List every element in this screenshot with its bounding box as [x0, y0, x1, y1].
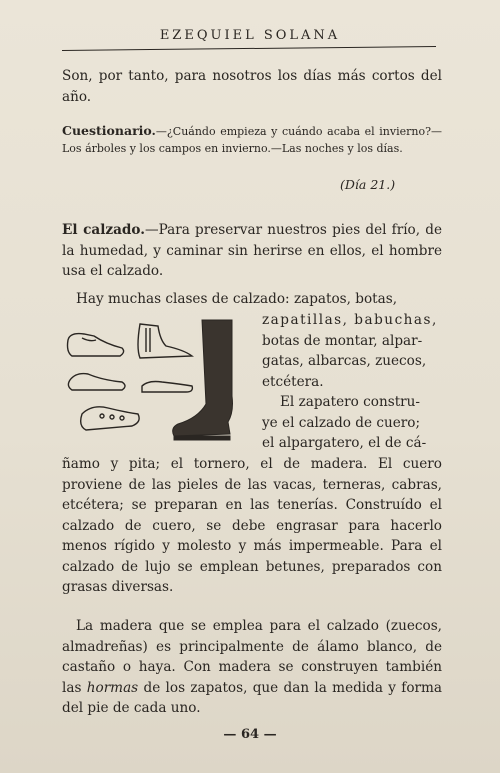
section-intro-paragraph [62, 220, 442, 282]
header-rule [62, 46, 436, 51]
para3-text-a: La madera que se emplea para el calzado (zuecos, almadreñas) es principalmente de álamo blanco, de castaño o haya. Con madera se construyen también las [62, 618, 442, 696]
section-para2-lead: Hay muchas clases de calzado: zapatos, botas, [76, 291, 398, 307]
page-number: — 64 — [223, 727, 277, 742]
day-reference: (Día 21.) [340, 177, 396, 192]
section-title: El calzado. [62, 222, 145, 238]
text-wrap-column [262, 310, 442, 454]
questionnaire [62, 122, 442, 157]
wrap-line: zapatillas, babuchas, [262, 312, 438, 328]
questionnaire-text: —¿Cuándo empieza y cuándo acaba el invierno?—Los árboles y los campos en invierno.—Las noches y los días. [62, 125, 442, 155]
footwear-drawing [62, 318, 258, 446]
questionnaire-label: Cuestionario. [62, 123, 156, 138]
wrap-line: botas de montar, alpar- [262, 332, 423, 349]
wrap-line: El zapatero constru- [280, 394, 421, 410]
section-para1: —Para preservar nuestros pies del frío, de la humedad, y caminar sin herirse en ellos, el hombre usa el calzado. [62, 222, 442, 279]
running-head: EZEQUIEL SOLANA [159, 28, 341, 43]
wrap-line: el alpargatero, el de cá- [262, 435, 427, 451]
intro-paragraph: Son, por tanto, para nosotros los días más cortos del año. [62, 68, 442, 105]
footwear-illustration [62, 318, 258, 446]
section-para2-rest: ñamo y pita; el tornero, el de madera. El cuero proviene de las pieles de las vacas, terneras, cabras, etcétera; se preparan en las tenerías. Construído el calzado de cuero, se debe engrasar para hacerlo menos rígido y molesto y más impermeable. Para el calzado de lujo se emplean betunes, preparados con grasas diversas. [62, 456, 442, 595]
para3-text-b: de los zapatos, que dan la medida y forma del pie de cada uno. [62, 679, 442, 716]
wrap-line: gatas, albarcas, zuecos, [262, 353, 427, 369]
wrap-line: ye el calzado de cuero; [262, 414, 421, 431]
wrap-line: etcétera. [262, 373, 324, 390]
section-para3 [62, 616, 442, 719]
para3-italic: hormas [86, 679, 139, 696]
